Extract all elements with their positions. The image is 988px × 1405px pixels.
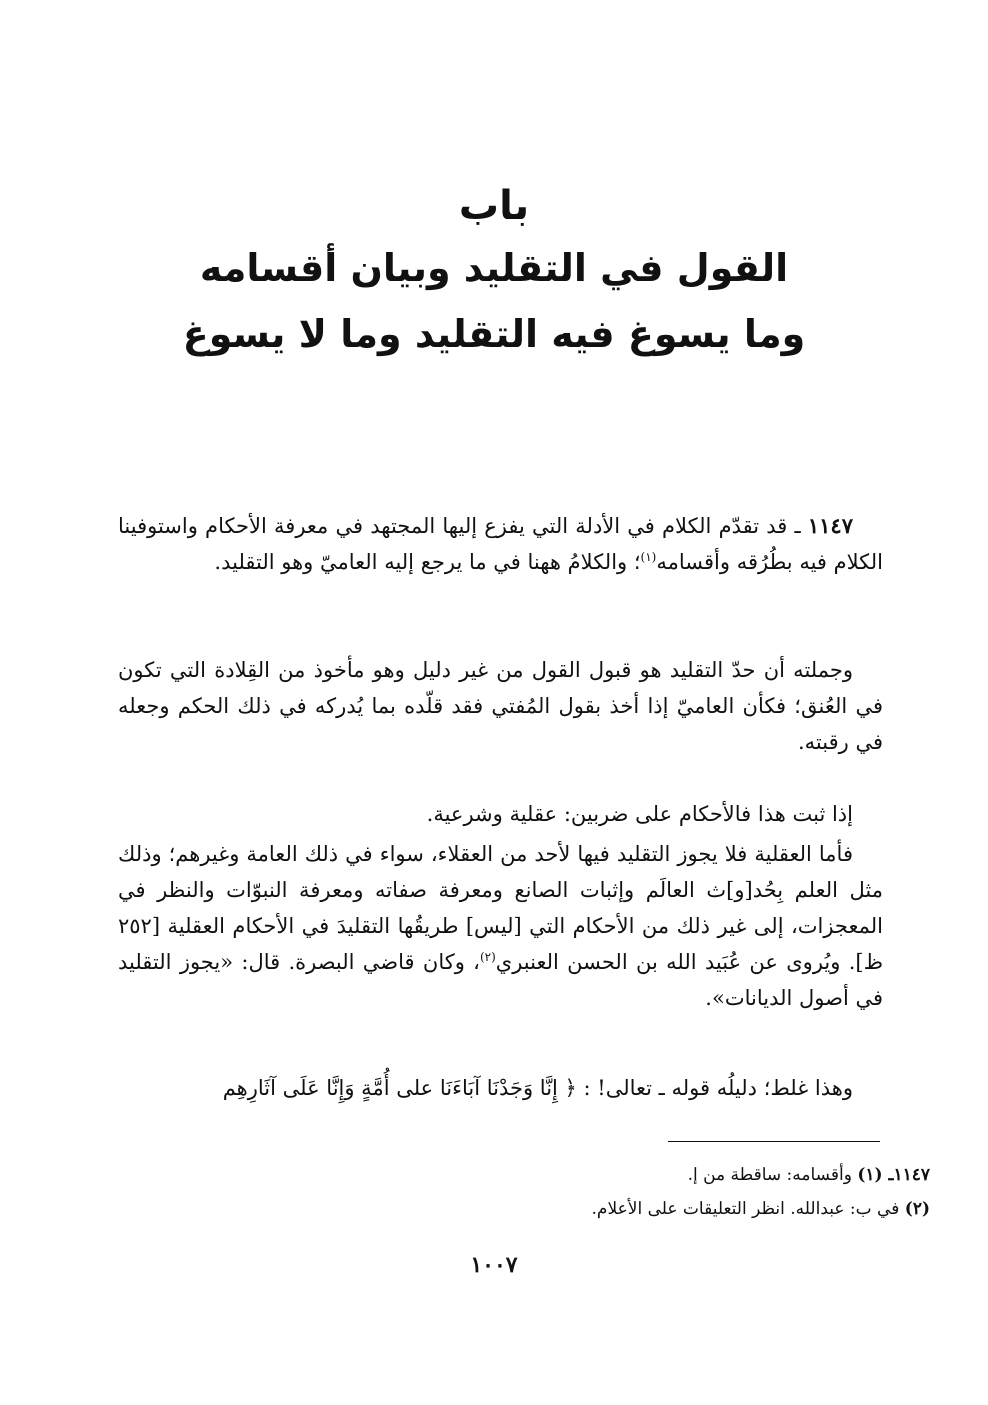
footnote-1-text: وأقسامه: ساقطة من إ.: [687, 1165, 858, 1185]
page-number: ١٠٠٧: [470, 1252, 518, 1278]
paragraph-refutation: [118, 1070, 883, 1106]
footnote-ref-1: (١): [640, 550, 657, 564]
footnote-2: [300, 1192, 930, 1226]
footnote-2-ref: (٢): [904, 1199, 930, 1219]
footnote-1-ref: ١١٤٧ـ (١): [857, 1165, 930, 1185]
footnotes: [300, 1158, 930, 1226]
footnote-2-text: في ب: عبدالله. انظر التعليقات على الأعلام.: [591, 1199, 905, 1219]
paragraph-text-cont: ، وكان قاضي البصرة. قال: «يجوز التقليد في أصول الديانات».: [118, 950, 883, 1010]
paragraph-text: وجملته أن حدّ التقليد هو قبول القول من غير دليل وهو مأخوذ من القِلادة التي تكون في العُنق؛ فكأن العاميّ إذا أخذ بقول المُفتي فقد قلّده بما يُدركه في ذلك الحكم وجعله في رقبته.: [118, 658, 883, 754]
paragraph-text-cont: ؛ والكلامُ ههنا في ما يرجع إليه العاميّ وهو التقليد.: [214, 550, 641, 574]
paragraph-text: إذا ثبت هذا فالأحكام على ضربين: عقلية وشرعية.: [426, 802, 853, 826]
paragraph-rational-rulings: [118, 836, 883, 1016]
footnote-divider: [668, 1141, 880, 1142]
paragraph-1147: [118, 508, 883, 580]
paragraph-number: ١١٤٧: [807, 513, 853, 538]
paragraph-text: ـ قد تقدّم الكلام في الأدلة التي يفزع إليها المجتهد في معرفة الأحكام واستوفينا الكلام فيه بطُرُقه وأقسامه: [118, 514, 883, 574]
chapter-title-line-2: وما يسوغ فيه التقليد وما لا يسوغ: [182, 312, 806, 356]
paragraph-text: فأما العقلية فلا يجوز التقليد فيها لأحد من العقلاء، سواء في ذلك العامة وغيرهم؛ وذلك مثل العلم بِحُد[و]ث العالَم وإثبات الصانع ومعرفة صفاته ومعرفة النبوّات والنظر في المعجزات، إلى غير ذلك من الأحكام التي [ليس] طريقُها التقليدَ في الأحكام العقلية [٢٥٢ ظ]. ويُروى عن عُبَيد الله بن الحسن العنبري: [118, 842, 883, 974]
footnote-ref-2: (٢): [479, 950, 496, 964]
footnote-1: [300, 1158, 930, 1192]
paragraph-text: وهذا غلط؛ دليلُه قوله ـ تعالى! : ﴿ إِنَّا وَجَدْنَا آبَاءَنَا على أُمَّةٍ وَإِنَّا عَلَى آثَارِهِم: [222, 1076, 853, 1100]
chapter-title-line-1: القول في التقليد وبيان أقسامه: [199, 246, 789, 290]
paragraph-definition: [118, 652, 883, 760]
chapter-label: باب: [458, 183, 530, 229]
paragraph-two-kinds: [118, 796, 883, 832]
